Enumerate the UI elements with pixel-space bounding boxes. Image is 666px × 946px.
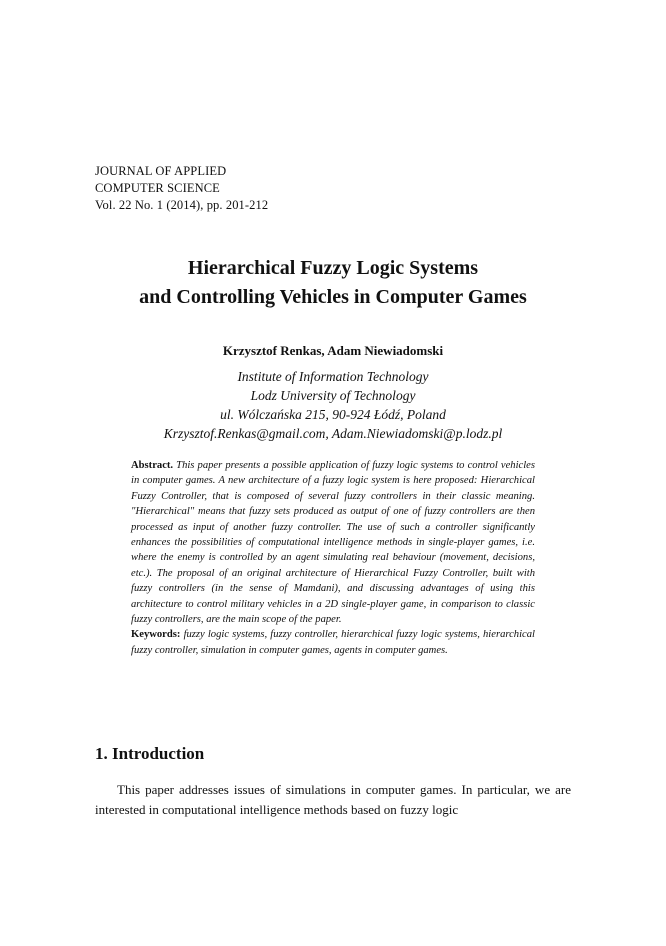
affiliation-university: Lodz University of Technology [250,388,416,403]
journal-name-line-1: JOURNAL OF APPLIED [95,164,227,178]
journal-header [95,163,268,214]
paper-title-line-1: Hierarchical Fuzzy Logic Systems [187,257,479,279]
author-list: Krzysztof Renkas, Adam Niewiadomski [222,343,444,358]
journal-volume: Vol. 22 No. 1 (2014), pp. 201-212 [95,198,269,212]
abstract-label: Abstract. [131,460,174,471]
paper-title-line-2: and Controlling Vehicles in Computer Games [139,286,527,308]
affiliation-institute: Institute of Information Technology [237,369,429,384]
paper-title [60,254,606,312]
keywords-paragraph [131,627,535,658]
affiliation-address: ul. Wólczańska 215, 90-924 Łódź, Poland [220,407,446,422]
affiliation-block [60,367,606,443]
introduction-paragraph: This paper addresses issues of simulations in computer games. In particular, we are interested in computational intelligence methods based on fuzzy logic [95,782,571,817]
abstract-text: This paper presents a possible application of fuzzy logic systems to control vehicles in computer games. A new architecture of a fuzzy logic system is here proposed: Hierarchical Fuzzy Controller, that is composed of several fuzzy controllers in their classic meaning. "Hierarchical" means that fuzzy sets produced as output of one of fuzzy controllers are then processed as input of another fuzzy controller. The use of such a controller significantly enhances the possibilities of computational intelligence methods in single-player games, i.e. where the enemy is controlled by an agent simulating real behaviour (movement, decisions, etc.). The proposal of an original architecture of Hierarchical Fuzzy Controller, built with fuzzy controllers (in the sense of Mamdani), and discussing advantages of using this architecture to control military vehicles in a 2D single-player game, in comparison to classic fuzzy controllers, are the main scope of the paper. [131,460,535,626]
author-emails: Krzysztof.Renkas@gmail.com, Adam.Niewiadomski@p.lodz.pl [163,426,503,441]
keywords-text: fuzzy logic systems, fuzzy controller, hierarchical fuzzy logic systems, hierarchical fuzzy controller, simulation in computer games, agents in computer games. [131,629,535,656]
section-heading-introduction: 1. Introduction [95,744,205,763]
journal-name-line-2: COMPUTER SCIENCE [95,181,220,195]
keywords-label: Keywords: [131,629,181,641]
abstract-block [131,458,535,658]
abstract-paragraph [131,458,535,627]
